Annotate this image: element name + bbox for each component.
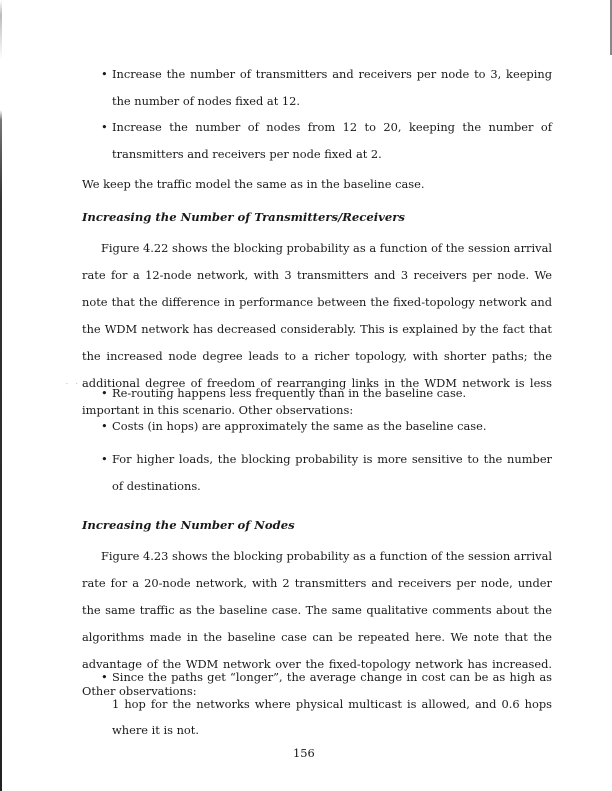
scan-artifact: · · <box>66 381 81 388</box>
intro-closing-text: We keep the traffic model the same as in the baseline case. <box>82 177 425 191</box>
bullet-icon: • <box>101 670 108 684</box>
bullet-icon: • <box>101 452 108 466</box>
section1-bullet-3: For higher loads, the blocking probability is more sensitive to the number of destinations. <box>112 452 552 493</box>
bullet-icon: • <box>101 386 108 400</box>
section-heading-nodes: Increasing the Number of Nodes <box>82 518 295 532</box>
intro-bullet-2: Increase the number of nodes from 12 to 20, keeping the number of transmitters and receivers per node fixed at 2. <box>112 120 552 161</box>
intro-bullet-1: Increase the number of transmitters and receivers per node to 3, keeping the number of nodes fixed at 12. <box>112 67 552 108</box>
section1-bullet-2: Costs (in hops) are approximately the same as the baseline case. <box>112 419 487 433</box>
bullet-icon: • <box>101 419 108 433</box>
page-number: 156 <box>293 746 315 760</box>
section2-bullet-1: Since the paths get “longer”, the average change in cost can be as high as 1 hop for the networks where physical multicast is allowed, and 0.6 hops where it is not. <box>112 670 552 737</box>
section2-paragraph: Figure 4.23 shows the blocking probability as a function of the session arrival rate for a 20-node network, with 2 transmitters and receivers per node, under the same traffic as the baseline case. The same qualitative comments about the algorithms made in the baseline case can be repeated here. We note that the advantage of the WDM network over the fixed-topology network has increased. Other observations: <box>82 549 552 698</box>
section1-bullet-1: Re-routing happens less frequently than in the baseline case. <box>112 386 467 400</box>
section1-paragraph: Figure 4.22 shows the blocking probability as a function of the session arrival rate for a 12-node network, with 3 transmitters and 3 receivers per node. We note that the difference in performance between the fixed-topology network and the WDM network has decreased considerably. This is explained by the fact that the increased node degree leads to a richer topology, with shorter paths; the additional degree of freedom of rearranging links in the WDM network is less important in this scenario. Other observations: <box>82 241 552 417</box>
section-heading-transmitters: Increasing the Number of Transmitters/Receivers <box>82 210 405 224</box>
bullet-icon: • <box>101 120 108 134</box>
scan-left-edge <box>0 0 2 791</box>
bullet-icon: • <box>101 67 108 81</box>
